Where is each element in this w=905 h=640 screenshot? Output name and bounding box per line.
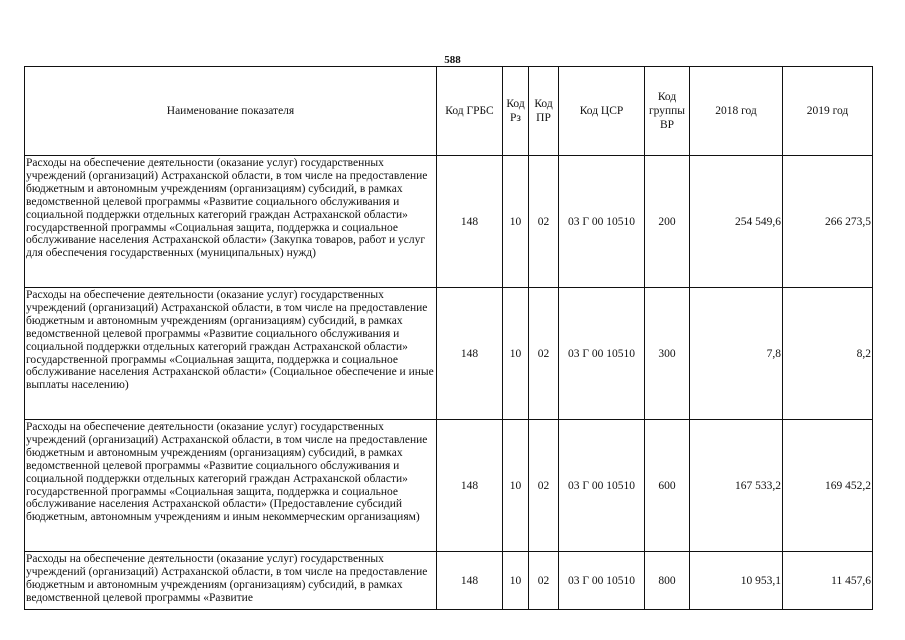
row-grbs-code: 148	[437, 288, 503, 420]
row-vr-code: 600	[645, 420, 690, 552]
row-csr-code: 03 Г 00 10510	[559, 288, 645, 420]
budget-table	[24, 66, 873, 610]
row-vr-code: 800	[645, 552, 690, 610]
table-row	[25, 552, 873, 610]
row-amount-2019: 266 273,5	[783, 156, 873, 288]
row-rz-code: 10	[503, 288, 529, 420]
row-grbs-code: 148	[437, 552, 503, 610]
row-grbs-code: 148	[437, 420, 503, 552]
row-rz-code: 10	[503, 156, 529, 288]
table-row	[25, 156, 873, 288]
row-indicator-name: Расходы на обеспечение деятельности (оказание услуг) государственных учреждений (организаций) Астраханской области, в том числе на предоставление бюджетным и автономным учреждениям (организациям) субсидий, в рамках ведомственной целевой программы «Развитие социального обслуживания и социальной поддержки отдельных категорий граждан Астраханской области» государственной программы «Социальная защита, поддержка и социальное обслуживание населения Астраханской области» (Социальное обеспечение и иные выплаты населению)	[25, 288, 437, 420]
row-amount-2018: 10 953,1	[690, 552, 783, 610]
row-rz-code: 10	[503, 420, 529, 552]
row-amount-2019: 169 452,2	[783, 420, 873, 552]
row-vr-code: 300	[645, 288, 690, 420]
row-amount-2018: 167 533,2	[690, 420, 783, 552]
row-vr-code: 200	[645, 156, 690, 288]
row-csr-code: 03 Г 00 10510	[559, 420, 645, 552]
table-row	[25, 288, 873, 420]
header-vr-group-code: Код группы ВР	[645, 67, 690, 156]
header-pr-code: Код ПР	[529, 67, 559, 156]
row-grbs-code: 148	[437, 156, 503, 288]
page-number: 588	[444, 54, 461, 66]
row-amount-2018: 7,8	[690, 288, 783, 420]
header-year-2019: 2019 год	[783, 67, 873, 156]
table-row	[25, 420, 873, 552]
row-pr-code: 02	[529, 552, 559, 610]
row-amount-2018: 254 549,6	[690, 156, 783, 288]
row-amount-2019: 11 457,6	[783, 552, 873, 610]
row-indicator-name: Расходы на обеспечение деятельности (оказание услуг) государственных учреждений (организаций) Астраханской области, в том числе на предоставление бюджетным и автономным учреждениям (организациям) субсидий, в рамках ведомственной целевой программы «Развитие	[25, 552, 437, 610]
row-pr-code: 02	[529, 156, 559, 288]
header-csr-code: Код ЦСР	[559, 67, 645, 156]
row-csr-code: 03 Г 00 10510	[559, 552, 645, 610]
row-csr-code: 03 Г 00 10510	[559, 156, 645, 288]
table-header-row	[25, 67, 873, 156]
header-year-2018: 2018 год	[690, 67, 783, 156]
row-rz-code: 10	[503, 552, 529, 610]
row-indicator-name: Расходы на обеспечение деятельности (оказание услуг) государственных учреждений (организаций) Астраханской области, в том числе на предоставление бюджетным и автономным учреждениям (организациям) субсидий, в рамках ведомственной целевой программы «Развитие социального обслуживания и социальной поддержки отдельных категорий граждан Астраханской области» государственной программы «Социальная защита, поддержка и социальное обслуживание населения Астраханской области» (Предоставление субсидий бюджетным, автономным учреждениям и иным некоммерческим организациям)	[25, 420, 437, 552]
row-pr-code: 02	[529, 420, 559, 552]
header-grbs-code: Код ГРБС	[437, 67, 503, 156]
header-indicator-name: Наименование показателя	[25, 67, 437, 156]
row-indicator-name: Расходы на обеспечение деятельности (оказание услуг) государственных учреждений (организаций) Астраханской области, в том числе на предоставление бюджетным и автономным учреждениям (организациям) субсидий, в рамках ведомственной целевой программы «Развитие социального обслуживания и социальной поддержки отдельных категорий граждан Астраханской области» государственной программы «Социальная защита, поддержка и социальное обслуживание населения Астраханской области» (Закупка товаров, работ и услуг для обеспечения государственных (муниципальных) нужд)	[25, 156, 437, 288]
row-amount-2019: 8,2	[783, 288, 873, 420]
row-pr-code: 02	[529, 288, 559, 420]
header-rz-code: Код Рз	[503, 67, 529, 156]
